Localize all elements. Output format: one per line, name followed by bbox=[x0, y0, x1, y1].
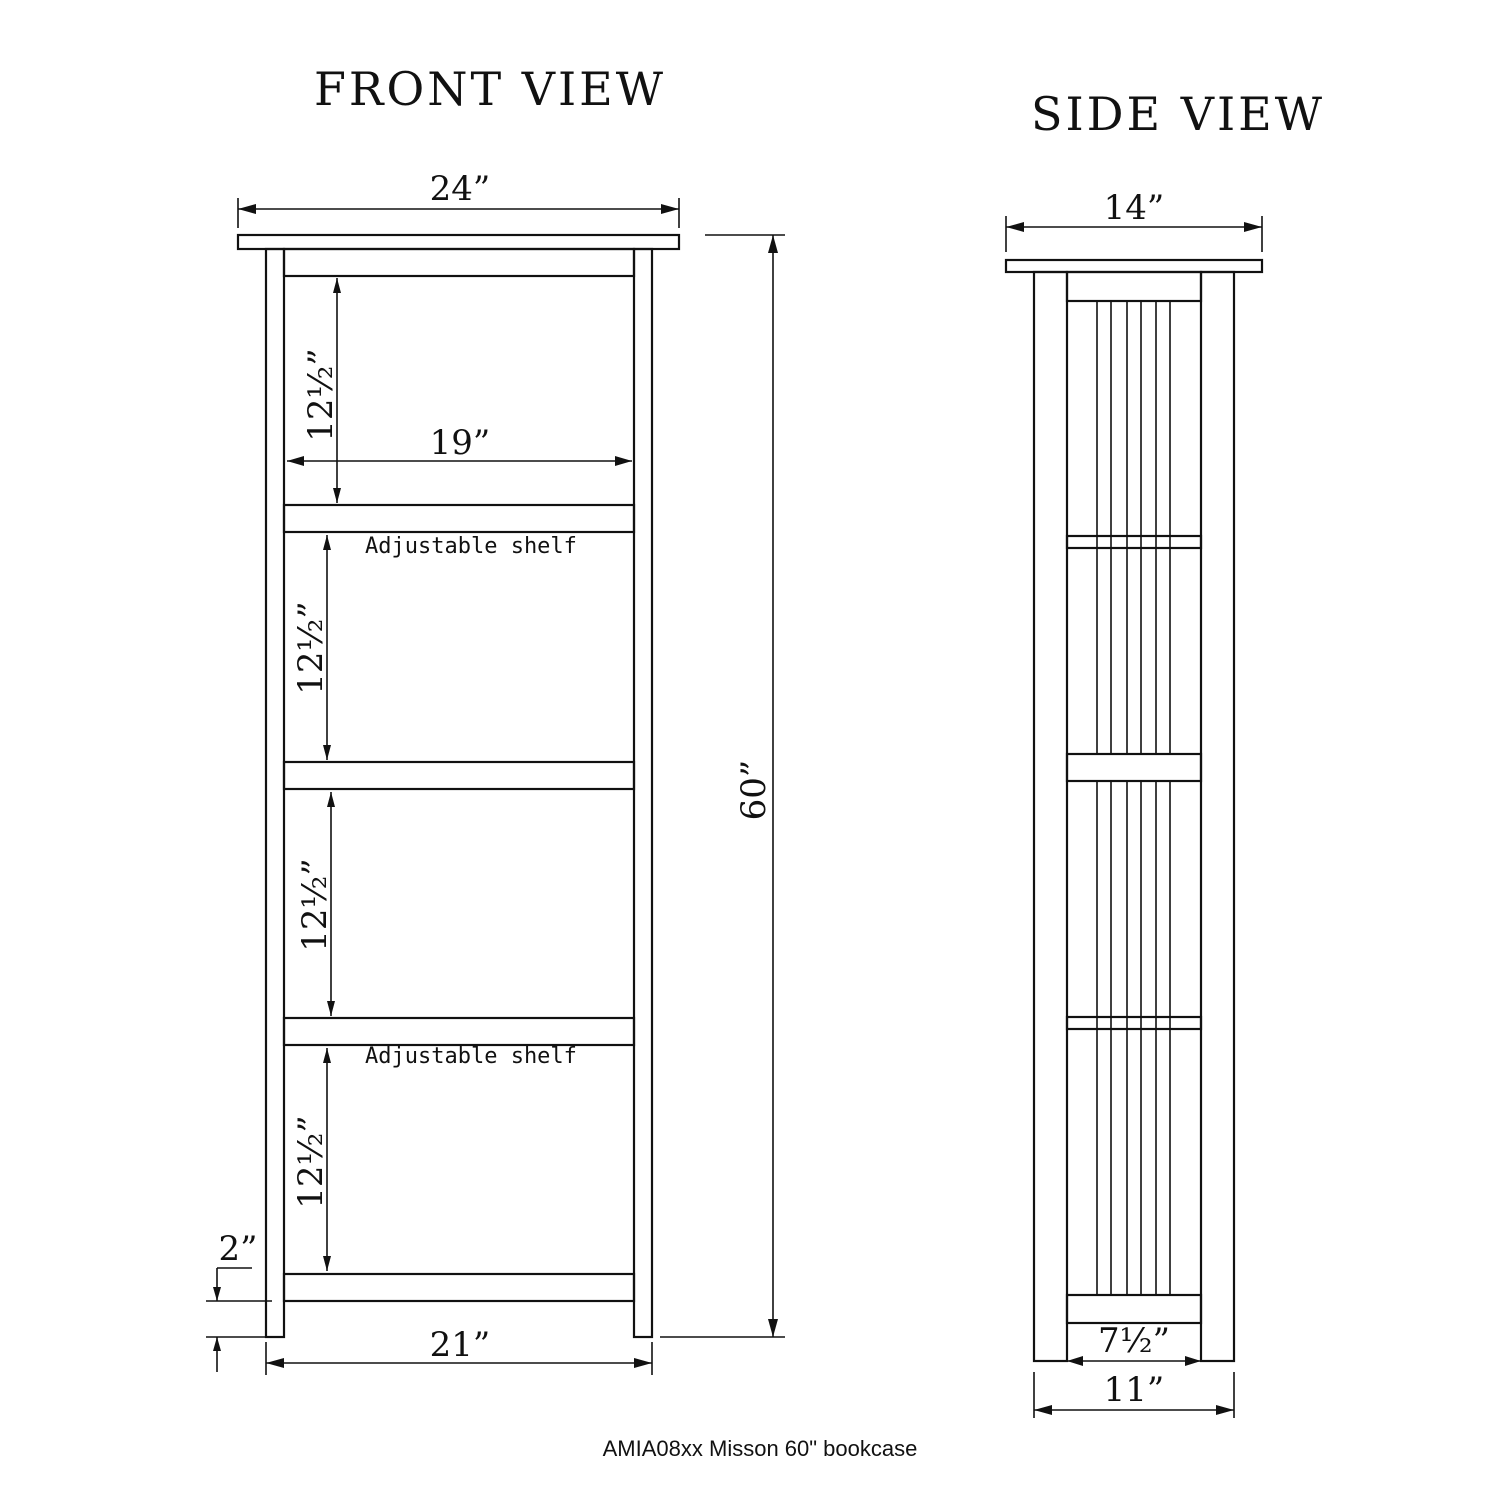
front-bottom-shelf bbox=[284, 1274, 634, 1301]
side-shelf-edge-3 bbox=[1067, 1017, 1201, 1029]
dim-side-top-depth bbox=[1006, 188, 1262, 252]
dim-shelf-spacing-1 bbox=[301, 278, 341, 503]
side-view bbox=[1006, 188, 1262, 1418]
side-bottom-rail bbox=[1067, 1295, 1201, 1323]
dim-front-base-width bbox=[266, 1325, 652, 1375]
dim-front-foot bbox=[206, 1229, 272, 1372]
front-height-label: 60” bbox=[734, 759, 774, 821]
front-shelf-3 bbox=[284, 1018, 634, 1045]
side-front-post bbox=[1034, 272, 1067, 1361]
dim-shelf-spacing-2 bbox=[291, 535, 331, 760]
front-top-board bbox=[238, 235, 679, 249]
dim-front-overall-width bbox=[238, 169, 679, 228]
side-top-board bbox=[1006, 260, 1262, 272]
shelf-spacing-label-4: 12½” bbox=[291, 1115, 331, 1209]
adjustable-shelf-note-2: Adjustable shelf bbox=[365, 1044, 577, 1069]
front-base-width-label: 21” bbox=[429, 1325, 491, 1365]
dim-side-inner-depth bbox=[1067, 1321, 1201, 1366]
dim-shelf-spacing-3 bbox=[295, 792, 335, 1016]
drawing-caption: AMIA08xx Misson 60" bookcase bbox=[602, 1436, 918, 1461]
front-top-rail bbox=[284, 249, 634, 276]
side-slat-lower-2 bbox=[1127, 781, 1141, 1295]
side-slat-upper-1 bbox=[1097, 301, 1111, 754]
front-view-title: FRONT VIEW bbox=[313, 62, 667, 116]
side-back-post bbox=[1201, 272, 1234, 1361]
shelf-spacing-label-3: 12½” bbox=[295, 858, 335, 952]
side-slat-lower-3 bbox=[1156, 781, 1170, 1295]
side-slat-lower-1 bbox=[1097, 781, 1111, 1295]
adjustable-shelf-note-1: Adjustable shelf bbox=[365, 534, 577, 559]
side-base-depth-label: 11” bbox=[1103, 1370, 1165, 1410]
front-shelf-1 bbox=[284, 505, 634, 532]
front-foot-label: 2” bbox=[218, 1229, 258, 1269]
dim-front-height bbox=[660, 235, 785, 1337]
shelf-spacing-label-1: 12½” bbox=[301, 348, 341, 442]
side-slat-upper-3 bbox=[1156, 301, 1170, 754]
side-slat-upper-2 bbox=[1127, 301, 1141, 754]
side-top-rail bbox=[1067, 272, 1201, 301]
front-inner-width-label: 19” bbox=[429, 423, 491, 463]
front-shelf-2 bbox=[284, 762, 634, 789]
front-right-post bbox=[634, 249, 652, 1337]
front-overall-width-label: 24” bbox=[429, 169, 491, 209]
side-view-title: SIDE VIEW bbox=[1030, 87, 1326, 141]
side-shelf-edge-1 bbox=[1067, 536, 1201, 548]
shelf-spacing-label-2: 12½” bbox=[291, 601, 331, 695]
front-left-post bbox=[266, 249, 284, 1337]
dim-side-base-depth bbox=[1034, 1370, 1234, 1418]
front-view bbox=[206, 169, 785, 1375]
side-shelf-edge-2 bbox=[1067, 754, 1201, 781]
dim-shelf-spacing-4 bbox=[291, 1048, 331, 1271]
side-inner-depth-label: 7½” bbox=[1098, 1321, 1170, 1361]
side-top-depth-label: 14” bbox=[1103, 188, 1165, 228]
